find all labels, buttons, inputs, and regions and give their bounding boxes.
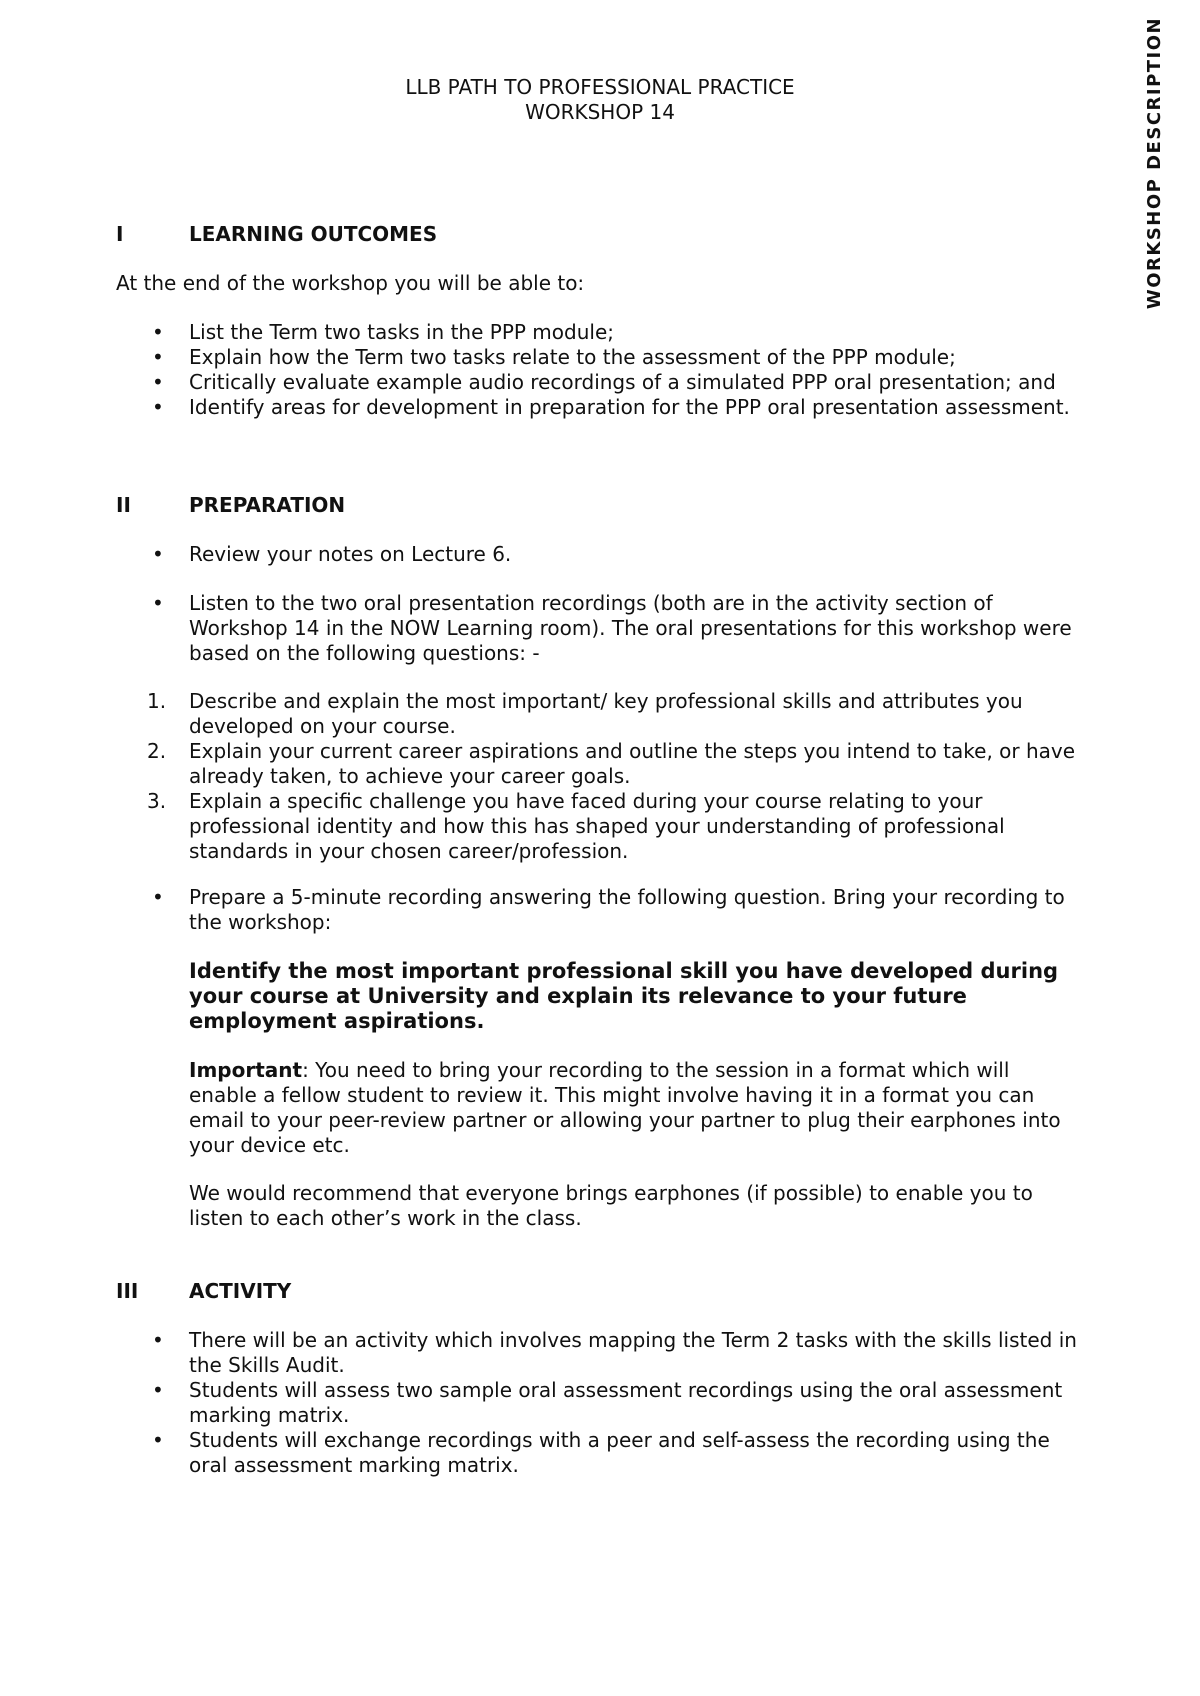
list-item: • Prepare a 5-minute recording answering the following question. Bring your recording to the workshop:	[152, 885, 1065, 934]
important-text: : You need to bring your recording to the session in a format which will enable a fellow student to review it. This might involve having it in a format you can email to your peer-review partner or allowing your partner to plug their earphones into your device etc.	[189, 1058, 1061, 1157]
list-item: • Students will exchange recordings with a peer and self-assess the recording using the oral assessment marking matrix.	[152, 1428, 1050, 1477]
learning-outcomes-list	[152, 320, 1079, 420]
bullet-icon: •	[152, 542, 164, 566]
section-title: LEARNING OUTCOMES	[189, 222, 438, 246]
section-heading-activity	[116, 1279, 291, 1304]
list-item: • Identify areas for development in preparation for the PPP oral presentation assessment.	[152, 395, 1070, 419]
list-item: 3. Explain a specific challenge you have faced during your course relating to your professional identity and how this has shaped your understanding of professional standards in your chosen career/profession.	[147, 789, 1005, 863]
bullet-icon: •	[152, 885, 164, 909]
important-note	[189, 1058, 1079, 1158]
section-heading-preparation	[116, 493, 345, 518]
list-item: • Listen to the two oral presentation recordings (both are in the activity section of Workshop 14 in the NOW Learning room). The oral presentations for this workshop were based on the following questions: -	[152, 591, 1072, 665]
section-number: I	[116, 222, 124, 246]
section-number: III	[116, 1279, 139, 1303]
side-label: WORKSHOP DESCRIPTION	[1144, 16, 1165, 310]
section-title: ACTIVITY	[189, 1279, 292, 1303]
earphones-recommendation: We would recommend that everyone brings earphones (if possible) to enable you to listen to each other’s work in the class.	[189, 1181, 1033, 1230]
bullet-icon: •	[152, 370, 164, 394]
learning-outcomes-intro: At the end of the workshop you will be able to:	[116, 271, 585, 295]
bullet-icon: •	[152, 1428, 164, 1452]
list-item: 1. Describe and explain the most important/ key professional skills and attributes you developed on your course.	[147, 689, 1023, 738]
preparation-list-3	[152, 885, 1079, 935]
document-subtitle: WORKSHOP 14	[525, 100, 675, 124]
list-item: • Review your notes on Lecture 6.	[152, 542, 512, 566]
bullet-icon: •	[152, 320, 164, 344]
document-title: LLB PATH TO PROFESSIONAL PRACTICE	[405, 75, 795, 99]
important-label: Important	[189, 1058, 303, 1082]
activity-list	[152, 1328, 1079, 1478]
bullet-icon: •	[152, 591, 164, 615]
list-item: • List the Term two tasks in the PPP module;	[152, 320, 614, 344]
list-item: • Students will assess two sample oral assessment recordings using the oral assessment marking matrix.	[152, 1378, 1063, 1427]
list-item: • There will be an activity which involves mapping the Term 2 tasks with the skills listed in the Skills Audit.	[152, 1328, 1077, 1377]
recording-question: Identify the most important professional skill you have developed during your course at University and explain its relevance to your future employment aspirations.	[189, 959, 1059, 1033]
bullet-icon: •	[152, 1328, 164, 1352]
section-heading-learning-outcomes	[116, 222, 437, 247]
presentation-questions-list	[147, 689, 1079, 864]
bullet-icon: •	[152, 345, 164, 369]
section-number: II	[116, 493, 131, 517]
preparation-list-1	[152, 542, 1079, 567]
bullet-icon: •	[152, 1378, 164, 1402]
list-item: • Explain how the Term two tasks relate to the assessment of the PPP module;	[152, 345, 956, 369]
list-item: 2. Explain your current career aspirations and outline the steps you intend to take, or have already taken, to achieve your career goals.	[147, 739, 1076, 788]
bullet-icon: •	[152, 395, 164, 419]
preparation-list-2	[152, 591, 1079, 666]
list-item: • Critically evaluate example audio recordings of a simulated PPP oral presentation; and	[152, 370, 1056, 394]
section-title: PREPARATION	[189, 493, 346, 517]
